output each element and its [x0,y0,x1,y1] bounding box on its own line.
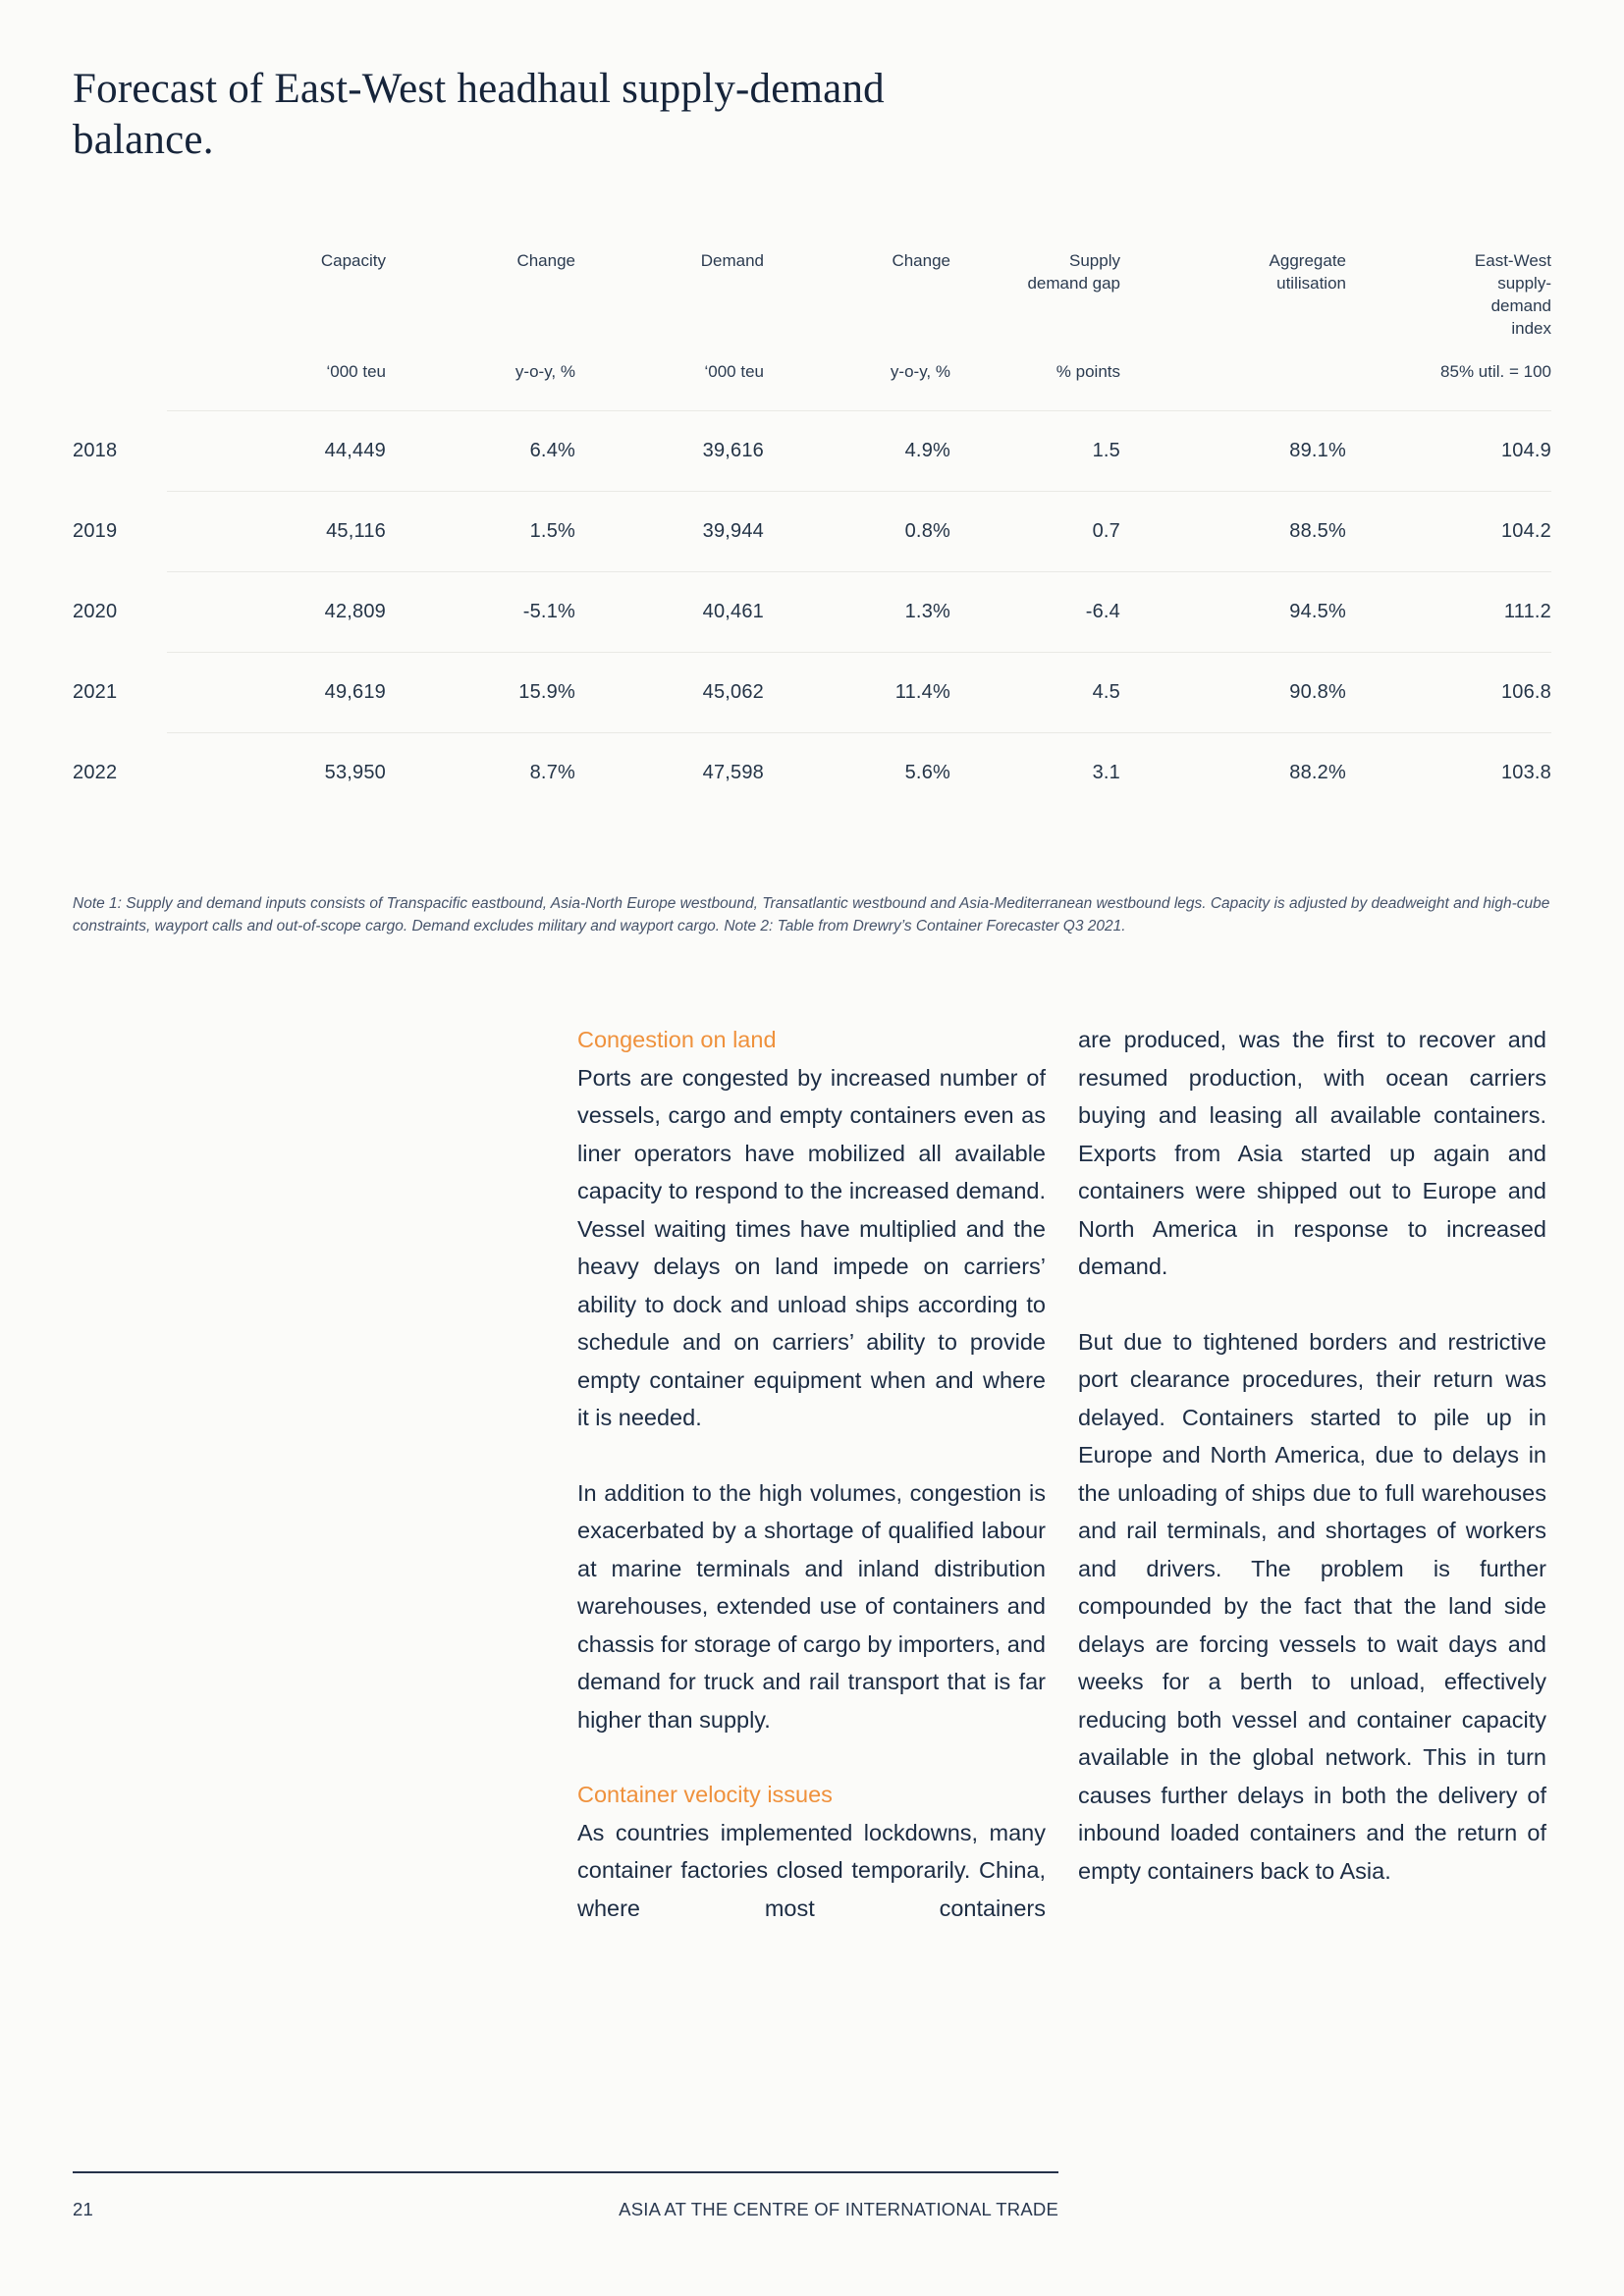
value-cell: 89.1% [1120,411,1346,492]
value-cell: 94.5% [1120,572,1346,653]
value-cell: 88.2% [1120,733,1346,814]
value-cell: 4.5 [950,653,1120,733]
table-header-row [73,249,1551,340]
paragraph: But due to tightened borders and restrictive port clearance procedures, their return was delayed. Containers started to pile up in Europe and North America, due to delays in the unloading of ships due to full warehouses and rail terminals, and shortages of workers and drivers. The problem is further compounded by the fact that the land side delays are forcing vessels to wait days and weeks for a berth to unload, effectively reducing both vessel and container capacity available in the global network. This in turn causes further delays in both the delivery of inbound loaded containers and the return of empty containers back to Asia. [1078,1328,1546,1884]
year-cell: 2020 [73,601,118,622]
value-cell: 45,116 [167,492,386,572]
forecast-table-wrap [73,249,1551,814]
unit-capacity: ‘000 teu [326,362,386,381]
value-cell: 47,598 [575,733,764,814]
paragraph: are produced, was the first to recover and resumed production, with ocean carriers buying and leasing all available containers. Exports from Asia started up again and containers were shipped out to Europe and North America in response to increased demand. [1078,1027,1546,1279]
table-row-2020 [73,572,1551,653]
value-cell: 1.3% [764,572,950,653]
value-cell: 39,944 [575,492,764,572]
page-title-line2: balance. [73,116,214,163]
table-units-row [73,340,1551,411]
column-header-demand: Demand [700,251,764,270]
page-title-line1: Forecast of East-West headhaul supply-demand [73,65,885,112]
column-header-change-2: Change [892,251,950,270]
year-column-header [73,249,167,340]
value-cell: 111.2 [1346,572,1551,653]
value-cell: 1.5 [950,411,1120,492]
unit-aggregate-utilisation [1120,340,1346,411]
value-cell: 5.6% [764,733,950,814]
value-cell: -5.1% [386,572,575,653]
year-cell: 2018 [73,440,118,461]
paragraph: In addition to the high volumes, congestion is exacerbated by a shortage of qualified labour at marine terminals and inland distribution warehouses, extended use of containers and chassis for storage of cargo by importers, and demand for truck and rail transport that is far higher than supply. [577,1479,1046,1733]
section-heading-container-velocity-issues: Container velocity issues [577,1782,833,1807]
value-cell: 0.8% [764,492,950,572]
paragraph: As countries implemented lockdowns, many container factories closed temporarily. China, where most containers [577,1819,1046,1921]
column-header-capacity: Capacity [320,251,386,270]
value-cell: 0.7 [950,492,1120,572]
value-cell: 49,619 [167,653,386,733]
value-cell: 90.8% [1120,653,1346,733]
column-header-ew-index: East-West supply-demand index [1474,251,1551,338]
paragraph: Ports are congested by increased number of vessels, cargo and empty containers even as liner operators have mobilized all available capacity to respond to the increased demand. Vessel waiting times have multiplied and the heavy delays on land impede on carriers’ ability to dock and unload ships according to schedule and on carriers’ ability to provide empty container equipment when and where it is needed. [577,1064,1046,1430]
article-body [577,1021,1551,1927]
table-footnote: Note 1: Supply and demand inputs consists of Transpacific eastbound, Asia-North Europe westbound, Transatlantic westbound and Asia-Mediterranean westbound legs. Capacity is adjusted by deadweight and high-cube constraints, wayport calls and out-of-scope cargo. Demand excludes military and wayport cargo. Note 2: Table from Drewry’s Container Forecaster Q3 2021. [73,894,1550,934]
footer [73,2171,1058,2220]
value-cell: 3.1 [950,733,1120,814]
value-cell: 1.5% [386,492,575,572]
value-cell: 45,062 [575,653,764,733]
value-cell: 106.8 [1346,653,1551,733]
value-cell: -6.4 [950,572,1120,653]
article-left-column [577,1021,1046,1927]
supply-demand-forecast-table [73,249,1551,814]
table-row-2018 [73,411,1551,492]
value-cell: 53,950 [167,733,386,814]
article-right-column [1078,1021,1546,1927]
value-cell: 6.4% [386,411,575,492]
unit-ew-index: 85% util. = 100 [1440,362,1551,381]
value-cell: 44,449 [167,411,386,492]
section-heading-congestion-on-land: Congestion on land [577,1027,777,1052]
column-header-change-1: Change [516,251,575,270]
value-cell: 104.2 [1346,492,1551,572]
value-cell: 40,461 [575,572,764,653]
footer-running-title: ASIA AT THE CENTRE OF INTERNATIONAL TRADE [619,2199,1058,2219]
unit-demand: ‘000 teu [704,362,764,381]
value-cell: 11.4% [764,653,950,733]
column-header-supply-demand-gap: Supply demand gap [1027,251,1120,293]
unit-change-1: y-o-y, % [514,362,575,381]
year-cell: 2021 [73,681,118,703]
page-number: 21 [73,2199,93,2219]
table-row-2021 [73,653,1551,733]
column-header-aggregate-utilisation: Aggregate utilisation [1269,251,1346,293]
year-cell: 2022 [73,762,118,783]
value-cell: 42,809 [167,572,386,653]
table-row-2019 [73,492,1551,572]
unit-supply-demand-gap: % points [1056,362,1120,381]
value-cell: 8.7% [386,733,575,814]
value-cell: 104.9 [1346,411,1551,492]
value-cell: 15.9% [386,653,575,733]
page-title [73,64,885,166]
value-cell: 4.9% [764,411,950,492]
table-row-2022 [73,733,1551,814]
year-cell: 2019 [73,520,118,542]
footer-divider [73,2171,1058,2173]
value-cell: 88.5% [1120,492,1346,572]
unit-change-2: y-o-y, % [890,362,950,381]
value-cell: 39,616 [575,411,764,492]
value-cell: 103.8 [1346,733,1551,814]
